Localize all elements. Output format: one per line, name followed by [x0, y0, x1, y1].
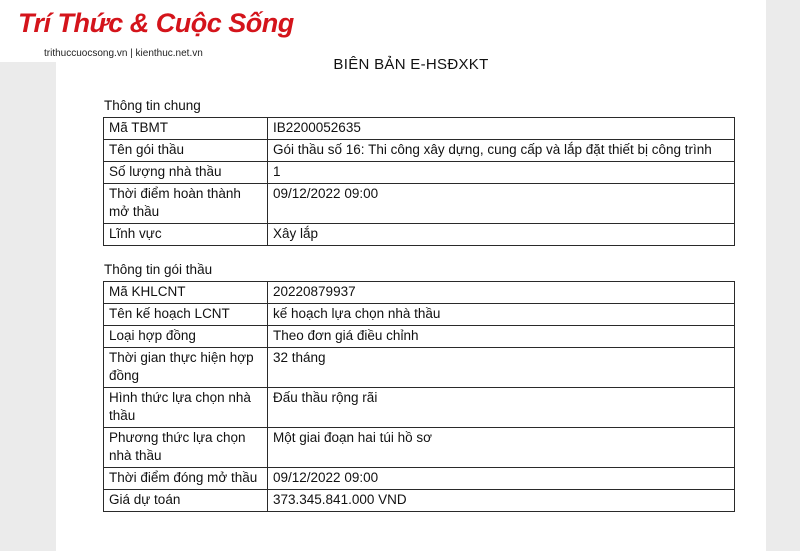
row-label: Thời gian thực hiện hợp đồng: [104, 348, 268, 388]
row-value: 09/12/2022 09:00: [268, 184, 735, 224]
logo-subtitle: trithuccuocsong.vn | kienthuc.net.vn: [44, 48, 203, 59]
general-info-heading: Thông tin chung: [104, 98, 201, 113]
row-label: Mã TBMT: [104, 118, 268, 140]
table-row: [104, 118, 735, 140]
site-logo[interactable]: [0, 0, 294, 62]
row-value: 32 tháng: [268, 348, 735, 388]
table-row: [104, 490, 735, 512]
row-label: Thời điểm đóng mở thầu: [104, 468, 268, 490]
row-label: Loại hợp đồng: [104, 326, 268, 348]
row-value: Theo đơn giá điều chỉnh: [268, 326, 735, 348]
table-row: [104, 468, 735, 490]
table-row: [104, 162, 735, 184]
package-info-heading: Thông tin gói thầu: [104, 262, 213, 277]
row-label: Hình thức lựa chọn nhà thầu: [104, 388, 268, 428]
row-label: Tên gói thầu: [104, 140, 268, 162]
row-label: Mã KHLCNT: [104, 282, 268, 304]
table-row: [104, 140, 735, 162]
table-row: [104, 348, 735, 388]
table-row: [104, 304, 735, 326]
row-value: Một giai đoạn hai túi hồ sơ: [268, 428, 735, 468]
logo-title: Trí Thức & Cuộc Sống: [18, 8, 294, 38]
row-value: 1: [268, 162, 735, 184]
row-value: Gói thầu số 16: Thi công xây dựng, cung cấp và lắp đặt thiết bị công trình: [268, 140, 735, 162]
table-row: [104, 224, 735, 246]
table-row: [104, 326, 735, 348]
row-value: 373.345.841.000 VND: [268, 490, 735, 512]
table-row: [104, 428, 735, 468]
general-info-table: [103, 117, 735, 246]
package-info-table: [103, 281, 735, 512]
row-value: IB2200052635: [268, 118, 735, 140]
row-value: 09/12/2022 09:00: [268, 468, 735, 490]
row-label: Tên kế hoạch LCNT: [104, 304, 268, 326]
row-value: 20220879937: [268, 282, 735, 304]
row-value: Đấu thầu rộng rãi: [268, 388, 735, 428]
row-label: Lĩnh vực: [104, 224, 268, 246]
row-value: kế hoạch lựa chọn nhà thầu: [268, 304, 735, 326]
table-row: [104, 388, 735, 428]
row-label: Số lượng nhà thầu: [104, 162, 268, 184]
row-label: Giá dự toán: [104, 490, 268, 512]
table-row: [104, 282, 735, 304]
table-row: [104, 184, 735, 224]
document-title: BIÊN BẢN E-HSĐXKT: [333, 56, 489, 73]
row-label: Phương thức lựa chọn nhà thầu: [104, 428, 268, 468]
row-label: Thời điểm hoàn thành mở thầu: [104, 184, 268, 224]
row-value: Xây lắp: [268, 224, 735, 246]
